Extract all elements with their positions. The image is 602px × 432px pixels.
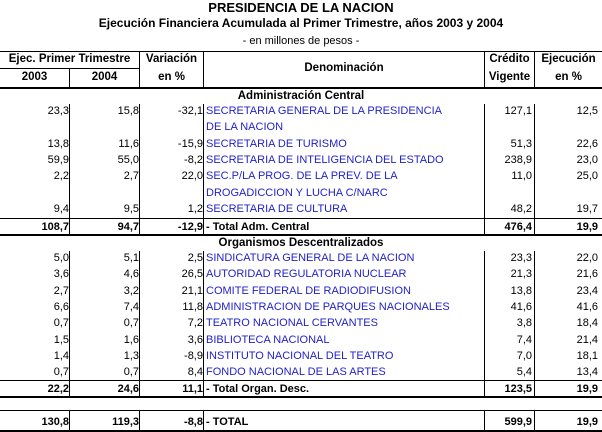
column-divider — [534, 251, 535, 396]
cell-credito: 127,1 — [504, 105, 532, 117]
total-top-line — [0, 380, 602, 381]
column-divider — [203, 104, 204, 234]
cell-credito: 21,3 — [510, 268, 532, 281]
total-cell-2003: 108,7 — [41, 221, 69, 233]
cell-ejecucion: 41,6 — [576, 300, 598, 313]
cell-denominacion: SECRETARIA DE INTELIGENCIA DEL ESTADO — [206, 153, 444, 166]
cell-variacion: 2,5 — [187, 252, 203, 264]
cell-denominacion: SEC.P/LA PROG. DE LA PREV. DE LA — [206, 170, 398, 183]
total-cell-ejecucion: 19,9 — [576, 221, 598, 233]
cell-2003: 9,4 — [53, 202, 69, 215]
cell-variacion: 3,6 — [187, 333, 203, 346]
cell-variacion: 22,0 — [181, 170, 203, 183]
cell-2004: 4,6 — [123, 268, 139, 281]
cell-2004: 55,0 — [117, 153, 139, 166]
cell-denominacion: SECRETARIA DE TURISMO — [206, 137, 347, 150]
cell-denominacion: AUTORIDAD REGULATORIA NUCLEAR — [206, 268, 407, 281]
header-denominacion: Denominación — [304, 62, 384, 74]
cell-2003: 2,2 — [53, 170, 69, 183]
units-note: - en millones de pesos - — [242, 35, 360, 47]
cell-2003: 1,4 — [53, 349, 69, 362]
cell-variacion: -8,9 — [184, 349, 203, 362]
cell-ejecucion: 19,7 — [576, 202, 598, 215]
cell-variacion: 7,2 — [187, 317, 203, 330]
total-cell-2003: 130,8 — [41, 416, 69, 428]
cell-2004: 1,3 — [123, 349, 139, 362]
section-header: Organismos Descentralizados — [218, 237, 384, 249]
header-credito: Crédito — [489, 53, 530, 65]
cell-credito: 3,8 — [516, 317, 532, 330]
cell-2003: 59,9 — [47, 153, 69, 166]
total-denominacion: - Total Adm. Central — [206, 221, 310, 233]
cell-2003: 1,5 — [53, 333, 69, 346]
header-vigente: Vigente — [488, 71, 531, 83]
cell-2003: 23,3 — [47, 105, 69, 117]
total-cell-variacion: 11,1 — [182, 383, 203, 395]
total-cell-credito: 599,9 — [504, 416, 532, 428]
total-cell-2003: 22,2 — [47, 383, 69, 395]
header-variacion: Variación — [145, 53, 198, 65]
cell-credito: 13,8 — [510, 284, 532, 297]
column-divider — [203, 251, 204, 396]
cell-credito: 7,4 — [516, 333, 532, 346]
cell-credito: 238,9 — [504, 153, 532, 166]
cell-variacion: 21,1 — [181, 284, 203, 297]
report-subtitle: Ejecución Financiera Acumulada al Primer Trimestre, años 2003 y 2004 — [98, 16, 504, 30]
column-divider — [139, 104, 140, 234]
cell-ejecucion: 13,4 — [576, 366, 598, 379]
cell-variacion: -8,2 — [184, 153, 203, 166]
total-cell-ejecucion: 19,9 — [576, 383, 598, 395]
cell-variacion: 11,8 — [182, 300, 203, 313]
column-divider — [203, 411, 204, 431]
cell-denominacion: SECRETARIA DE CULTURA — [206, 202, 348, 215]
cell-ejecucion: 22,6 — [576, 137, 598, 150]
total-denominacion: - Total Organ. Desc. — [206, 383, 310, 395]
cell-denominacion: FONDO NACIONAL DE LAS ARTES — [206, 366, 386, 379]
column-divider — [484, 251, 485, 396]
cell-2004: 15,8 — [117, 105, 139, 117]
header-2004: 2004 — [91, 71, 118, 83]
cell-variacion: -15,9 — [177, 137, 203, 150]
grand-total-top-line — [0, 410, 602, 411]
total-cell-variacion: -8,8 — [184, 416, 203, 428]
total-cell-2004: 94,7 — [117, 221, 139, 233]
cell-ejecucion: 18,4 — [576, 317, 598, 330]
cell-denominacion: COMITE FEDERAL DE RADIODIFUSION — [206, 284, 411, 297]
column-divider — [534, 104, 535, 234]
cell-2004: 5,1 — [123, 252, 139, 264]
header-ejec-primer-trimestre: Ejec. Primer Trimestre — [8, 53, 131, 65]
total-cell-2004: 119,3 — [112, 416, 139, 428]
total-bottom-line — [0, 396, 602, 398]
total-cell-2004: 24,6 — [117, 383, 139, 395]
cell-credito: 11,0 — [511, 170, 532, 183]
total-cell-variacion: -12,9 — [177, 221, 203, 233]
cell-2004: 9,5 — [123, 202, 139, 215]
column-divider — [534, 411, 535, 431]
cell-credito: 5,4 — [516, 366, 532, 379]
cell-credito: 51,3 — [510, 137, 532, 150]
header-top-line — [0, 51, 602, 52]
cell-2003: 13,8 — [47, 137, 69, 150]
cell-credito: 41,6 — [510, 300, 532, 313]
cell-denominacion: ADMINISTRACION DE PARQUES NACIONALES — [206, 300, 450, 313]
cell-variacion: 1,2 — [187, 202, 203, 215]
cell-2004: 3,2 — [123, 284, 139, 297]
cell-2003: 3,6 — [53, 268, 69, 281]
cell-denominacion-cont: DROGADICCION Y LUCHA C/NARC — [206, 186, 388, 199]
cell-ejecucion: 23,4 — [576, 284, 598, 297]
column-divider — [484, 411, 485, 431]
header-variacion-unit: en % — [158, 71, 185, 83]
column-divider — [69, 104, 70, 234]
column-divider — [139, 251, 140, 396]
cell-denominacion: TEATRO NACIONAL CERVANTES — [206, 317, 378, 330]
cell-ejecucion: 23,0 — [576, 153, 598, 166]
cell-variacion: 26,5 — [181, 268, 203, 281]
cell-variacion: 8,4 — [187, 366, 203, 379]
cell-ejecucion: 21,4 — [576, 333, 598, 346]
header-ejecucion-unit: en % — [555, 71, 582, 83]
column-divider — [69, 251, 70, 396]
cell-2004: 7,4 — [123, 300, 139, 313]
cell-ejecucion: 18,1 — [576, 349, 598, 362]
cell-credito: 48,2 — [510, 202, 532, 215]
section-header: Administración Central — [237, 90, 365, 102]
cell-credito: 23,3 — [510, 252, 532, 264]
total-cell-credito: 123,5 — [504, 383, 532, 395]
cell-2004: 0,7 — [123, 317, 139, 330]
header-ejecucion: Ejecución — [541, 53, 596, 65]
cell-denominacion: INSTITUTO NACIONAL DEL TEATRO — [206, 349, 394, 362]
total-top-line — [0, 218, 602, 219]
cell-ejecucion: 22,0 — [576, 252, 598, 264]
cell-2003: 6,6 — [53, 300, 69, 313]
cell-credito: 7,0 — [516, 349, 532, 362]
report-title: PRESIDENCIA DE LA NACION — [208, 0, 394, 15]
cell-2003: 0,7 — [53, 317, 69, 330]
cell-denominacion: SINDICATURA GENERAL DE LA NACION — [206, 252, 415, 264]
cell-2004: 11,6 — [118, 137, 139, 150]
total-cell-ejecucion: 19,9 — [576, 416, 598, 428]
header-2003: 2003 — [21, 71, 48, 83]
grand-total-denominacion: - TOTAL — [206, 416, 249, 428]
cell-variacion: -32,1 — [177, 105, 203, 117]
column-divider — [139, 411, 140, 431]
cell-2003: 5,0 — [53, 252, 69, 264]
cell-2004: 1,6 — [123, 333, 139, 346]
cell-2004: 2,7 — [123, 170, 139, 183]
cell-denominacion-cont: DE LA NACION — [206, 121, 284, 134]
cell-denominacion: BIBLIOTECA NACIONAL — [206, 333, 330, 346]
cell-2003: 0,7 — [53, 366, 69, 379]
cell-2004: 0,7 — [123, 366, 139, 379]
column-divider — [69, 411, 70, 431]
cell-2003: 2,7 — [53, 284, 69, 297]
cell-ejecucion: 25,0 — [576, 170, 598, 183]
total-cell-credito: 476,4 — [504, 221, 532, 233]
column-divider — [484, 104, 485, 234]
cell-ejecucion: 21,6 — [576, 268, 598, 281]
cell-ejecucion: 12,5 — [576, 105, 598, 117]
cell-denominacion: SECRETARIA GENERAL DE LA PRESIDENCIA — [206, 105, 442, 117]
